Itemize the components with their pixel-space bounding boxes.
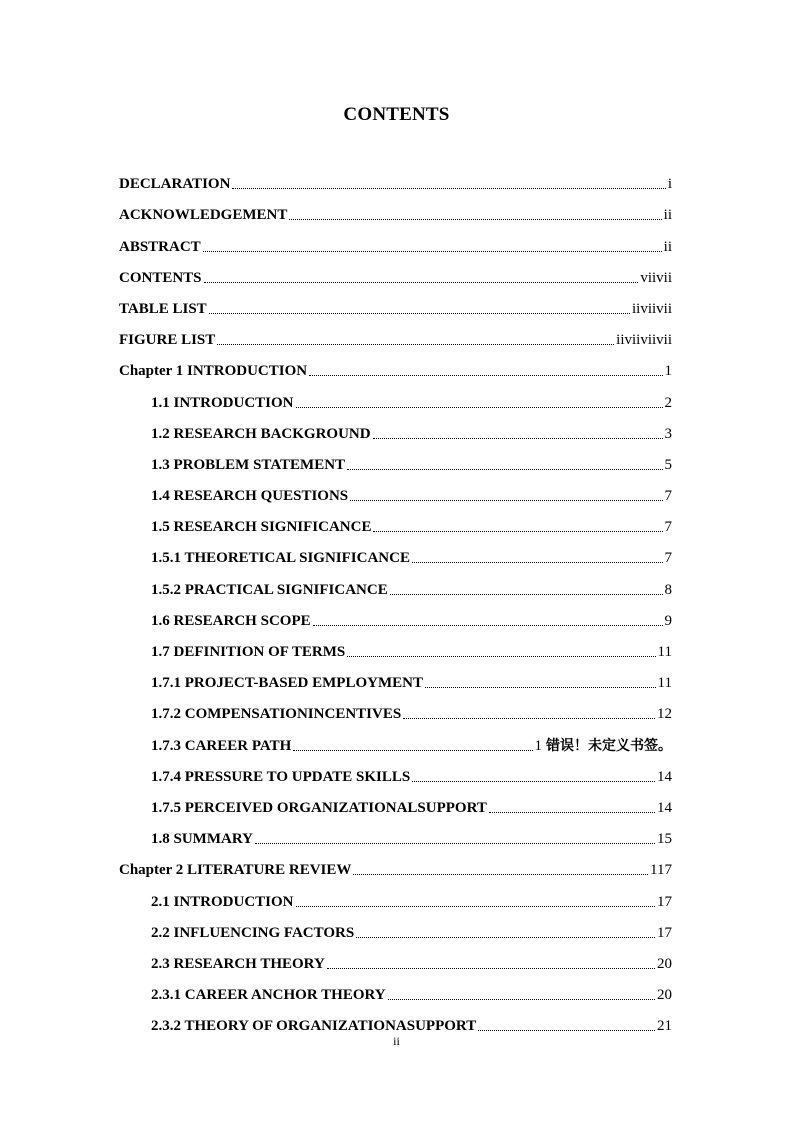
- toc-entry-page: 11: [657, 675, 672, 692]
- toc-entry-page: 20: [657, 987, 672, 1004]
- toc-entry[interactable]: [119, 786, 672, 817]
- toc-entry-page: 5: [664, 456, 672, 473]
- dot-leader: [347, 469, 662, 470]
- dot-leader: [412, 562, 663, 563]
- toc-entry[interactable]: [119, 879, 672, 910]
- toc-entry-label: 2.3.2 THEORY OF ORGANIZATIONASUPPORT: [151, 1018, 477, 1035]
- toc-entry-label: 1.4 RESEARCH QUESTIONS: [151, 488, 349, 505]
- toc-entry-page: ii: [663, 238, 672, 255]
- toc-entry-label: 1.3 PROBLEM STATEMENT: [151, 456, 346, 473]
- dot-leader: [209, 313, 630, 314]
- dot-leader: [309, 375, 662, 376]
- toc-entry-page: 15: [657, 831, 672, 848]
- toc-entry-label: FIGURE LIST: [119, 332, 216, 349]
- toc-entry[interactable]: [119, 505, 672, 536]
- toc-entry[interactable]: [119, 661, 672, 692]
- toc-entry[interactable]: [119, 911, 672, 942]
- dot-leader: [350, 500, 662, 501]
- toc-entry[interactable]: [119, 412, 672, 443]
- toc-entry-page: 9: [664, 612, 672, 629]
- toc-entry-label: 1.7.4 PRESSURE TO UPDATE SKILLS: [151, 768, 411, 785]
- toc-entry-label: 1.7 DEFINITION OF TERMS: [151, 644, 346, 660]
- toc-entry-label: Chapter 2 LITERATURE REVIEW: [119, 862, 352, 879]
- dot-leader: [327, 968, 655, 969]
- toc-entry[interactable]: [119, 973, 672, 1004]
- dot-leader: [353, 874, 648, 875]
- dot-leader: [255, 843, 655, 844]
- toc-entry-label: ACKNOWLEDGEMENT: [119, 207, 288, 224]
- dot-leader: [204, 282, 639, 283]
- toc-entry-label: 1.6 RESEARCH SCOPE: [151, 612, 311, 629]
- toc-entry-page: 8: [664, 581, 672, 598]
- toc-entry-label: 1.5.1 THEORETICAL SIGNIFICANCE: [151, 550, 410, 567]
- dot-leader: [217, 344, 614, 345]
- toc-entry-page: 17: [657, 893, 672, 910]
- toc-entry-page: 7: [664, 519, 672, 536]
- toc-entry-page: 7: [664, 488, 672, 505]
- dot-leader: [478, 1030, 655, 1031]
- dot-leader: [203, 251, 662, 252]
- toc-entry-page: 12: [657, 706, 672, 723]
- dot-leader: [347, 656, 655, 657]
- toc-entry-label: 1.2 RESEARCH BACKGROUND: [151, 425, 371, 442]
- toc-entry-label: 1.5.2 PRACTICAL SIGNIFICANCE: [151, 581, 388, 598]
- toc-entry[interactable]: [119, 1004, 672, 1035]
- toc-entry-page-error: [535, 737, 673, 755]
- toc-entry-page: iiviiviivii: [616, 332, 672, 349]
- toc-entry-page: 14: [657, 799, 672, 816]
- dot-leader: [390, 594, 663, 595]
- bookmark-error-text: 错误！未定义书签。: [546, 737, 672, 754]
- toc-entry[interactable]: [119, 349, 672, 380]
- toc-entry[interactable]: [119, 723, 672, 754]
- toc-entry-page: 117: [650, 862, 672, 879]
- toc-entry-page: iiviivii: [631, 300, 672, 317]
- table-of-contents: [119, 162, 672, 1035]
- toc-entry[interactable]: [119, 630, 672, 661]
- dot-leader: [403, 718, 655, 719]
- page-number: ii: [393, 1034, 400, 1048]
- toc-entry-label: 2.2 INFLUENCING FACTORS: [151, 924, 355, 941]
- toc-entry-page: 7: [664, 550, 672, 567]
- toc-entry-label: 1.7.3 CAREER PATH: [151, 737, 292, 754]
- toc-entry-label: 2.3 RESEARCH THEORY: [151, 955, 325, 972]
- dot-leader: [373, 531, 662, 532]
- toc-entry[interactable]: [119, 162, 672, 193]
- page-title: CONTENTS: [343, 104, 450, 125]
- toc-entry-label: Chapter 1 INTRODUCTION: [119, 363, 308, 380]
- toc-entry[interactable]: [119, 193, 672, 224]
- toc-entry[interactable]: [119, 599, 672, 630]
- toc-entry-page: 1: [664, 363, 672, 380]
- toc-entry-label: TABLE LIST: [119, 300, 207, 317]
- toc-entry-page: 2: [664, 394, 672, 411]
- dot-leader: [296, 407, 663, 408]
- dot-leader: [293, 750, 532, 751]
- toc-entry-label: DECLARATION: [119, 176, 231, 193]
- dot-leader: [289, 219, 661, 220]
- toc-entry-label: 1.7.1 PROJECT-BASED EMPLOYMENT: [151, 675, 423, 692]
- dot-leader: [313, 625, 663, 626]
- toc-entry-page: 14: [657, 768, 672, 785]
- toc-entry-label: 1.7.2 COMPENSATIONINCENTIVES: [151, 706, 402, 723]
- toc-entry-page: 21: [657, 1018, 672, 1035]
- toc-entry-page: 17: [657, 924, 672, 941]
- toc-entry-page: 3: [664, 425, 672, 442]
- toc-entry[interactable]: [119, 536, 672, 567]
- toc-entry[interactable]: [119, 848, 672, 879]
- toc-entry[interactable]: [119, 224, 672, 255]
- toc-entry[interactable]: [119, 443, 672, 474]
- dot-leader: [232, 188, 665, 189]
- toc-entry-label: 2.3.1 CAREER ANCHOR THEORY: [151, 987, 386, 1004]
- toc-entry-label: ABSTRACT: [119, 238, 201, 255]
- toc-entry[interactable]: [119, 256, 672, 287]
- toc-entry-page: viivii: [640, 269, 672, 286]
- toc-entry-label: 1.5 RESEARCH SIGNIFICANCE: [151, 519, 372, 536]
- toc-entry-page: 20: [657, 955, 672, 972]
- toc-entry[interactable]: [119, 692, 672, 723]
- toc-entry-page: i: [667, 176, 672, 193]
- toc-entry[interactable]: [119, 474, 672, 505]
- toc-entry-page: ii: [663, 207, 672, 224]
- toc-entry-label: 1.8 SUMMARY: [151, 831, 253, 848]
- toc-entry[interactable]: [119, 567, 672, 598]
- toc-entry[interactable]: [119, 817, 672, 848]
- dot-leader: [296, 906, 655, 907]
- dot-leader: [412, 781, 655, 782]
- dot-leader: [388, 999, 655, 1000]
- toc-entry-label: 1.1 INTRODUCTION: [151, 394, 294, 411]
- dot-leader: [373, 438, 663, 439]
- toc-entry-page: 11: [657, 644, 672, 660]
- dot-leader: [425, 687, 656, 688]
- toc-entry-label: CONTENTS: [119, 269, 202, 286]
- toc-entry[interactable]: [119, 942, 672, 973]
- toc-entry[interactable]: [119, 380, 672, 411]
- toc-entry[interactable]: [119, 318, 672, 349]
- toc-entry-label: 1.7.5 PERCEIVED ORGANIZATIONALSUPPORT: [151, 799, 487, 816]
- toc-entry[interactable]: [119, 287, 672, 318]
- dot-leader: [356, 937, 655, 938]
- dot-leader: [489, 812, 655, 813]
- toc-entry-label: 2.1 INTRODUCTION: [151, 893, 294, 910]
- toc-entry[interactable]: [119, 755, 672, 786]
- toc-entry-page: 1: [534, 737, 542, 754]
